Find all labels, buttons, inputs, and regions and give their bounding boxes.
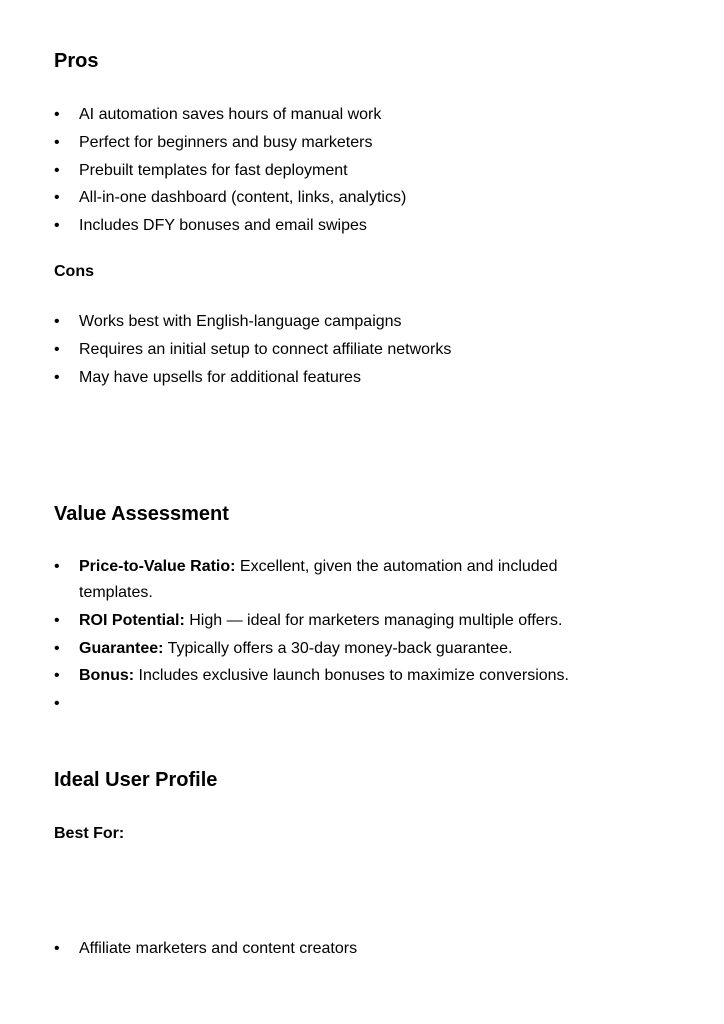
bullet-icon: • — [54, 106, 60, 123]
list-item — [54, 663, 614, 689]
list-item-text: Affiliate marketers and content creators — [79, 940, 358, 957]
list-item — [54, 130, 654, 156]
bullet-icon: • — [54, 695, 60, 713]
bullet-icon: • — [54, 558, 60, 575]
bullet-icon: • — [54, 340, 60, 358]
cons-list — [54, 309, 654, 392]
pros-list — [54, 102, 654, 241]
list-item-text: Requires an initial setup to connect affiliate networks — [79, 340, 452, 358]
bullet-icon: • — [54, 940, 60, 957]
list-item-text: Includes exclusive launch bonuses to maximize conversions. — [134, 667, 569, 685]
list-item — [54, 608, 614, 634]
list-item-text: All-in-one dashboard (content, links, analytics) — [79, 189, 407, 207]
list-item-text: May have upsells for additional features — [79, 368, 361, 386]
list-item — [54, 102, 654, 128]
value-assessment-list — [54, 554, 614, 713]
list-item-text: Includes DFY bonuses and email swipes — [79, 217, 367, 235]
pros-heading: Pros — [54, 50, 99, 72]
list-item-text: Perfect for beginners and busy marketers — [79, 133, 373, 151]
list-item — [54, 365, 654, 391]
bullet-icon: • — [54, 133, 60, 151]
list-item-text: Prebuilt templates for fast deployment — [79, 161, 348, 179]
list-item — [54, 554, 614, 606]
list-item — [54, 636, 614, 662]
bullet-icon: • — [54, 161, 60, 179]
list-item-text: Typically offers a 30-day money-back guarantee. — [163, 639, 513, 657]
list-item — [54, 309, 654, 335]
value-assessment-heading: Value Assessment — [54, 503, 229, 525]
bullet-icon: • — [54, 667, 60, 685]
ideal-user-profile-heading: Ideal User Profile — [54, 769, 218, 791]
cons-heading: Cons — [54, 263, 94, 280]
bullet-icon: • — [54, 368, 60, 386]
list-item — [54, 185, 654, 211]
list-item — [54, 936, 654, 962]
list-item-text: High — ideal for marketers managing multiple offers. — [184, 611, 563, 629]
bullet-icon: • — [54, 189, 60, 207]
list-item-text: Works best with English-language campaigns — [79, 313, 402, 330]
bullet-icon: • — [54, 611, 60, 629]
list-item-text: AI automation saves hours of manual work — [79, 106, 382, 123]
best-for-list — [54, 936, 654, 964]
list-item-label: Price-to-Value Ratio: — [79, 558, 236, 575]
bullet-icon: • — [54, 217, 60, 235]
bullet-icon: • — [54, 639, 60, 657]
list-item-label: Bonus: — [79, 667, 135, 685]
list-item — [54, 213, 654, 239]
bullet-icon: • — [54, 313, 60, 330]
best-for-label: Best For: — [54, 825, 125, 842]
list-item-label: Guarantee: — [79, 639, 164, 657]
list-item — [54, 337, 654, 363]
list-item-label: ROI Potential: — [79, 611, 185, 629]
list-item — [54, 158, 654, 184]
list-item-text: Excellent, given the automation and included templates. — [79, 558, 558, 601]
